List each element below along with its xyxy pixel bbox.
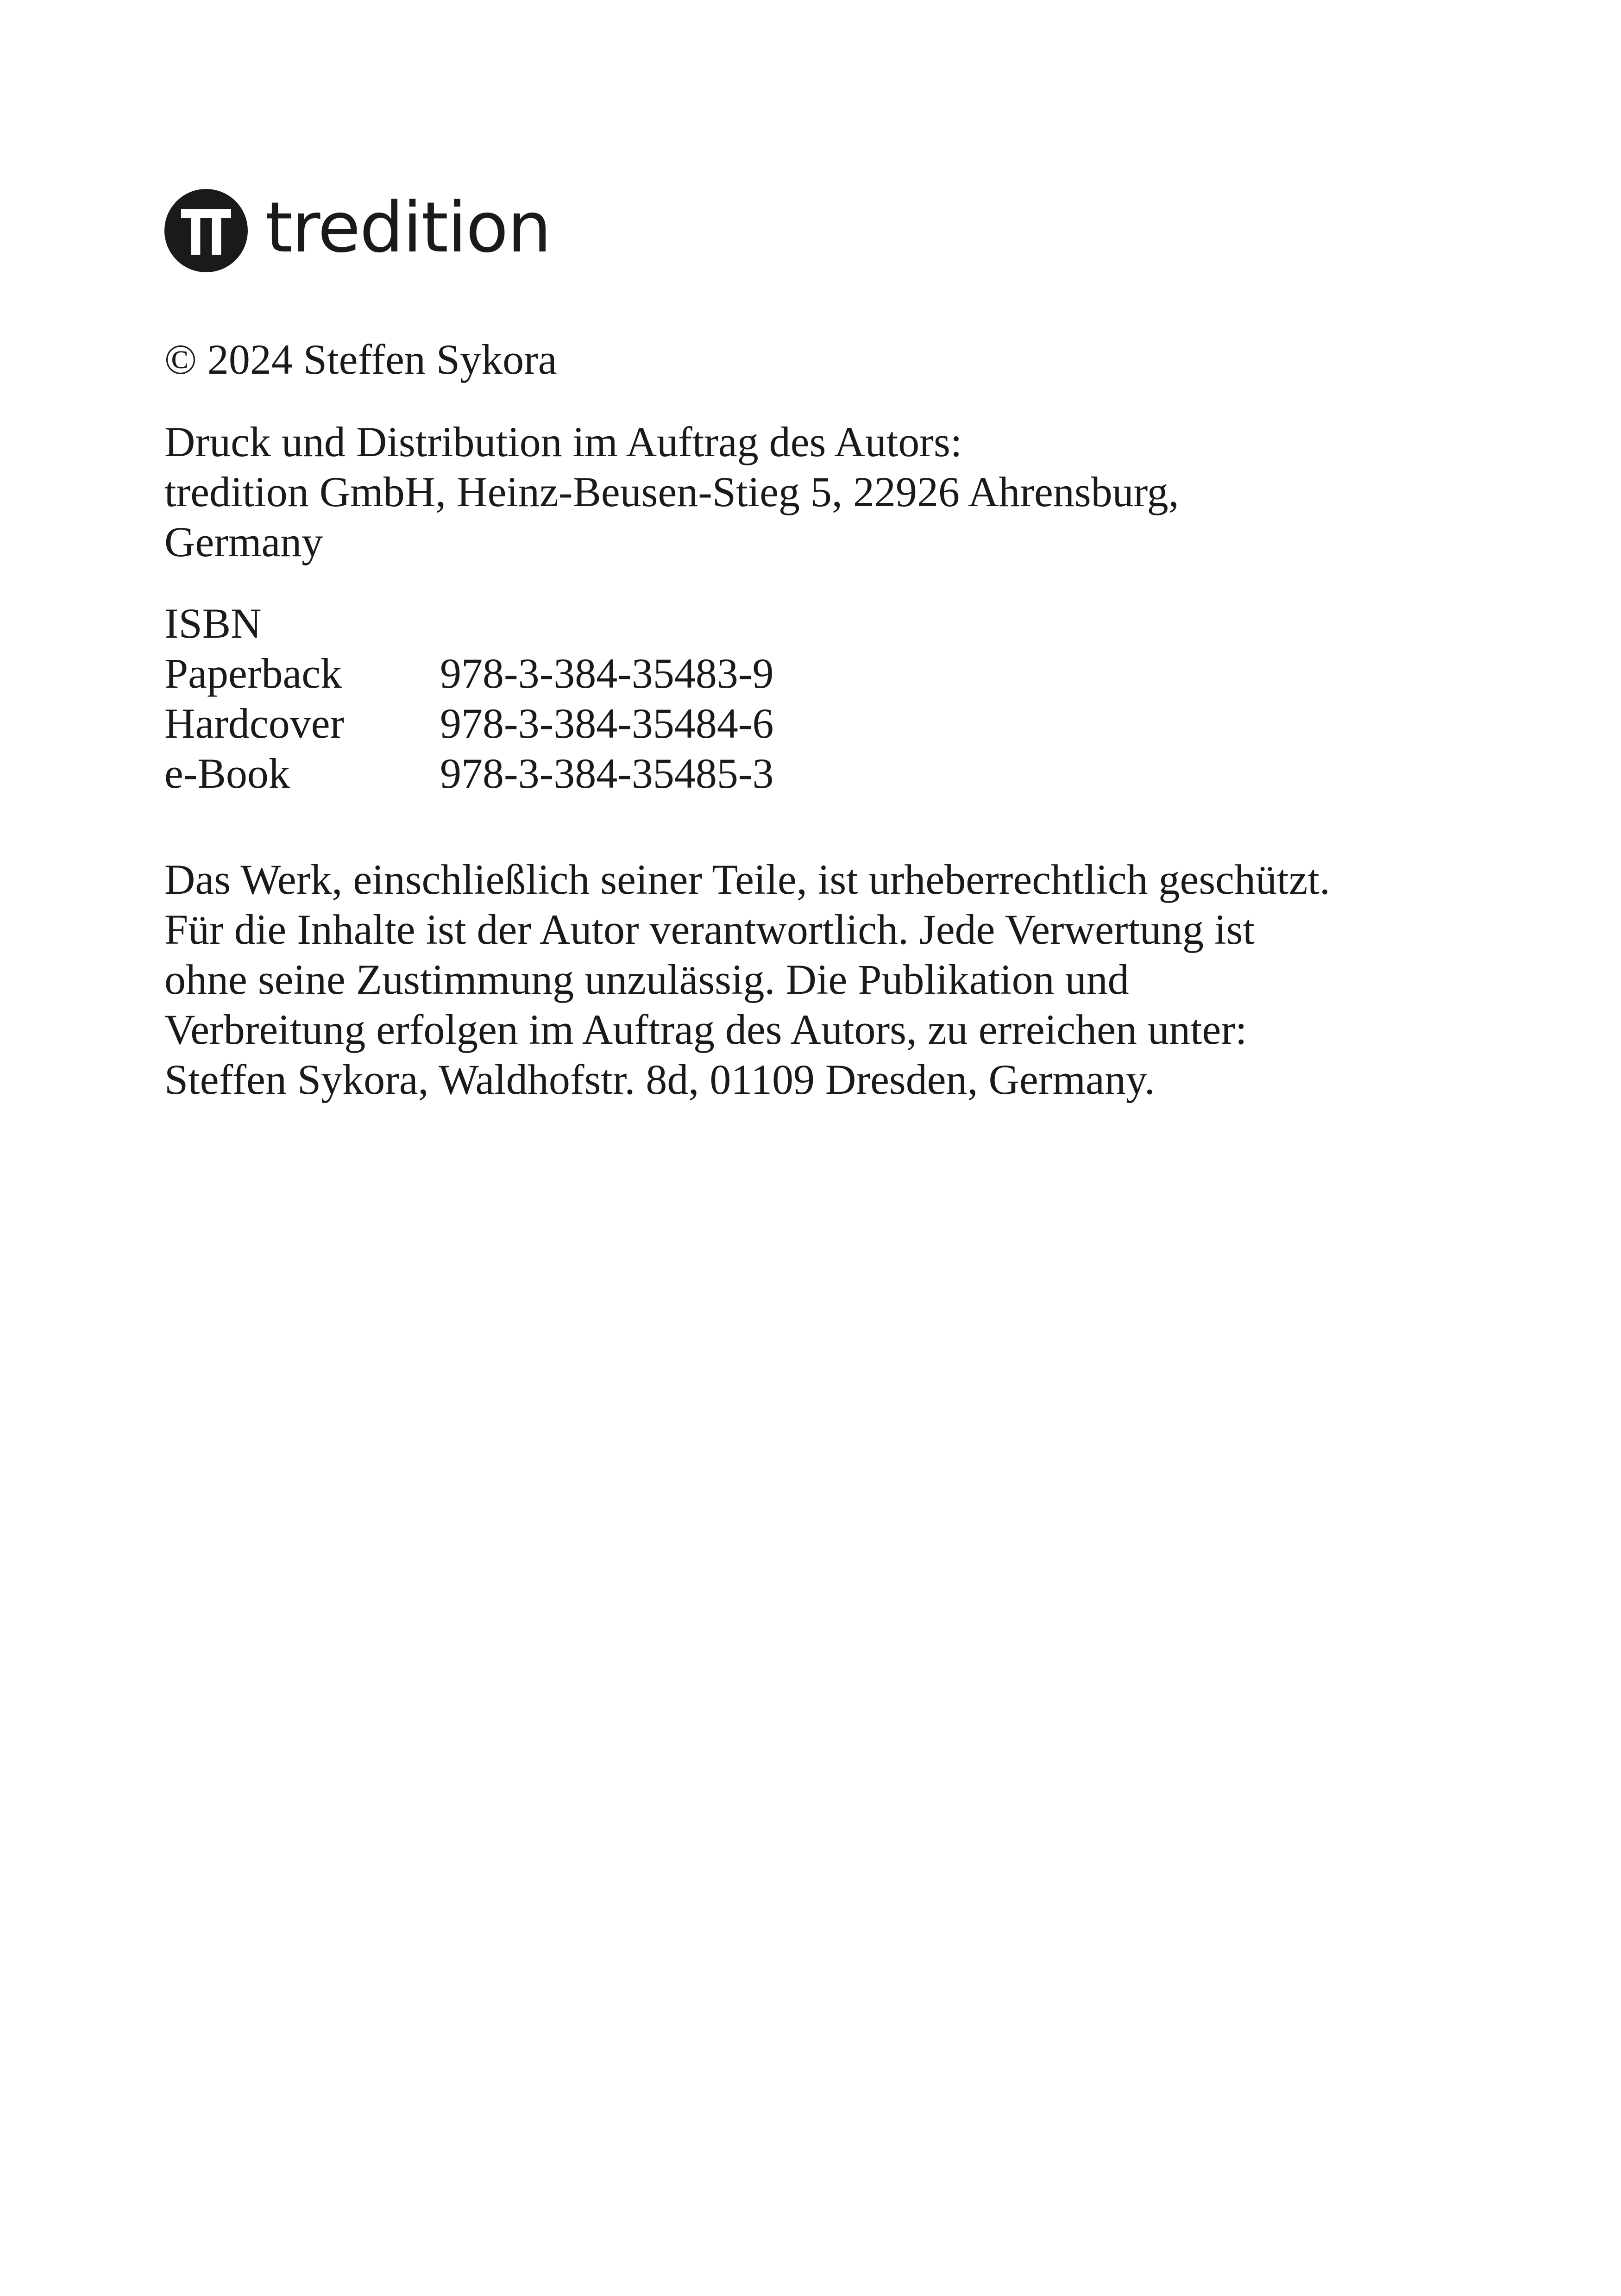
isbn-row-ebook [164,748,774,798]
imprint-line: Germany [164,518,323,565]
isbn-number: 978-3-384-35484-6 [440,700,774,747]
tredition-logo-icon [164,189,248,272]
isbn-section [164,598,774,798]
isbn-number: 978-3-384-35483-9 [440,650,774,697]
isbn-number: 978-3-384-35485-3 [440,750,774,797]
copyright-notice [164,334,557,384]
isbn-format-label: e-Book [164,750,290,797]
isbn-format-label: Paperback [164,650,342,697]
legal-line: Verbreitung erfolgen im Auftrag des Autors, zu erreichen unter: [164,1006,1247,1053]
isbn-row-hardcover [164,698,774,748]
isbn-row-paperback [164,648,774,698]
printing-distribution-info [164,417,1179,567]
imprint-line: Druck und Distribution im Auftrag des Autors: [164,418,962,465]
legal-line: Steffen Sykora, Waldhofstr. 8d, 01109 Dresden, Germany. [164,1056,1155,1103]
isbn-format-label: Hardcover [164,700,345,747]
publisher-logo [164,188,551,273]
isbn-heading: ISBN [164,600,262,647]
legal-notice [164,854,1330,1104]
copyright-line: © 2024 Steffen Sykora [164,336,557,383]
legal-line: Für die Inhalte ist der Autor verantwortlich. Jede Verwertung ist [164,906,1255,953]
legal-line: Das Werk, einschließlich seiner Teile, ist urheberrechtlich geschützt. [164,856,1330,903]
logo-wordmark: tredition [265,187,551,268]
imprint-line: tredition GmbH, Heinz-Beusen-Stieg 5, 22926 Ahrensburg, [164,468,1179,515]
legal-line: ohne seine Zustimmung unzulässig. Die Publikation und [164,956,1129,1003]
